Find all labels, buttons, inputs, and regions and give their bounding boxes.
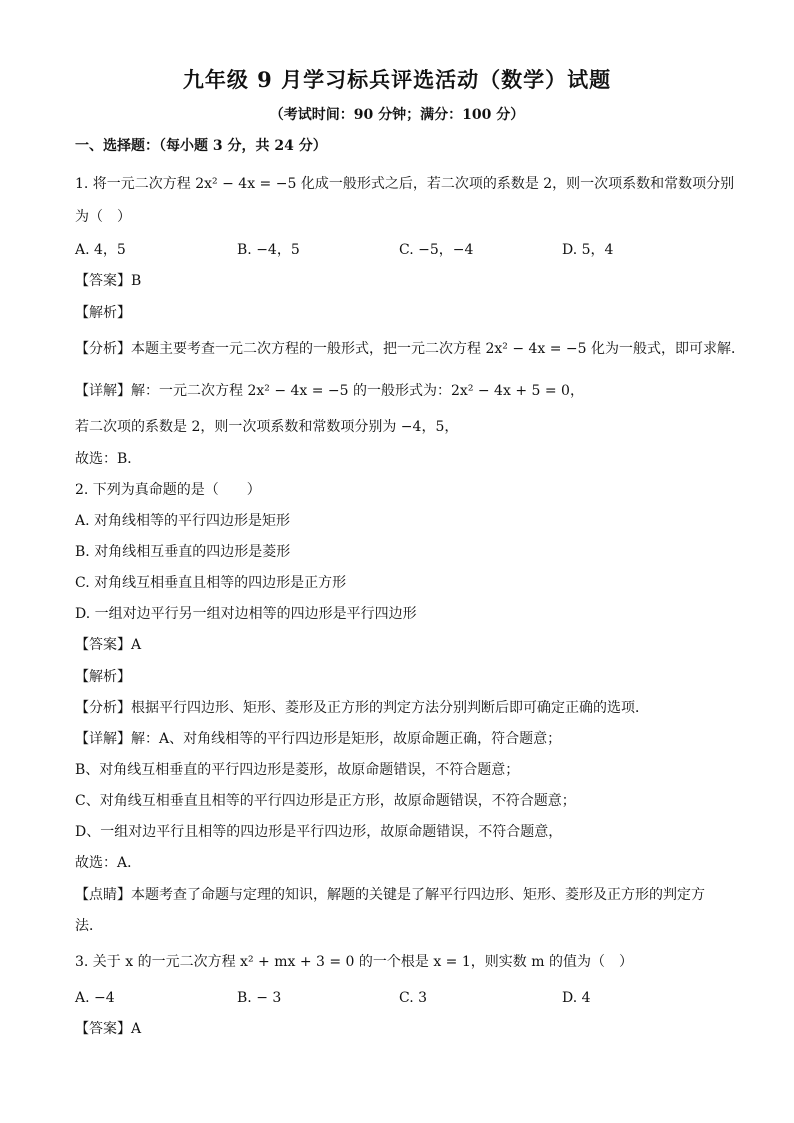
q2-detail-c: C、对角线互相垂直且相等的平行四边形是正方形，故原命题错误，不符合题意； [75,793,576,809]
q1-analysis-label: 【解析】 [75,305,131,321]
q1-analysis: 【分析】本题主要考查一元二次方程的一般形式，把一元二次方程 2x² − 4x = −5 化为一般式，即可求解． [75,341,746,357]
q2-analysis-label: 【解析】 [75,669,131,685]
q3-option-c: C. 3 [399,990,428,1006]
section-heading: 一、选择题：（每小题 3 分，共 24 分） [75,138,327,154]
q3-answer: 【答案】A [75,1021,142,1037]
q2-detail-b: B、对角线互相垂直的平行四边形是菱形，故原命题错误，不符合题意； [75,762,520,778]
q1-stem-line2: 为（ ） [75,209,131,225]
q1-option-c: C. −5，−4 [399,242,474,258]
q3-option-d: D. 4 [562,990,591,1006]
q2-detail: 【详解】解：A、对角线相等的平行四边形是矩形，故原命题正确，符合题意； [75,731,562,747]
q1-detail: 【详解】解：一元二次方程 2x² − 4x = −5 的一般形式为：2x² − 4x + 5 = 0， [75,383,584,399]
q3-stem: 3. 关于 x 的一元二次方程 x² + mx + 3 = 0 的一个根是 x = 1，则实数 m 的值为（ ） [75,954,633,970]
q2-conclusion: 故选：A． [75,855,142,871]
q2-option-a: A. 对角线相等的平行四边形是矩形 [75,513,291,529]
q1-option-a: A. 4，5 [75,242,126,258]
q2-answer: 【答案】A [75,637,142,653]
q2-comment: 【点睛】本题考查了命题与定理的知识，解题的关键是了解平行四边形、矩形、菱形及正方形的判定方 [75,887,705,903]
q2-option-b: B. 对角线相互垂直的四边形是菱形 [75,544,291,560]
exam-info: （考试时间：90 分钟；满分：100 分） [269,107,525,123]
q1-option-b: B. −4，5 [237,242,300,258]
q2-detail-d: D、一组对边平行且相等的四边形是平行四边形，故原命题错误，不符合题意， [75,824,563,840]
q1-conclusion: 故选：B． [75,451,142,467]
q2-option-c: C. 对角线互相垂直且相等的四边形是正方形 [75,575,347,591]
q3-option-a: A. −4 [75,990,115,1006]
q1-detail-line2: 若二次项的系数是 2，则一次项系数和常数项分别为 −4，5， [75,419,459,435]
q2-option-d: D. 一组对边平行另一组对边相等的四边形是平行四边形 [75,606,417,622]
q2-analysis: 【分析】根据平行四边形、矩形、菱形及正方形的判定方法分别判断后即可确定正确的选项． [75,700,649,716]
q1-answer: 【答案】B [75,273,142,289]
q1-option-d: D. 5，4 [562,242,614,258]
q1-stem-line1: 1. 将一元二次方程 2x² − 4x = −5 化成一般形式之后，若二次项的系数是 2，则一次项系数和常数项分别 [75,176,735,192]
page-title: 九年级 9 月学习标兵评选活动（数学）试题 [182,67,612,92]
q2-stem: 2. 下列为真命题的是（ ） [75,482,261,498]
q2-comment-line2: 法． [75,918,103,934]
q3-option-b: B. − 3 [237,990,282,1006]
